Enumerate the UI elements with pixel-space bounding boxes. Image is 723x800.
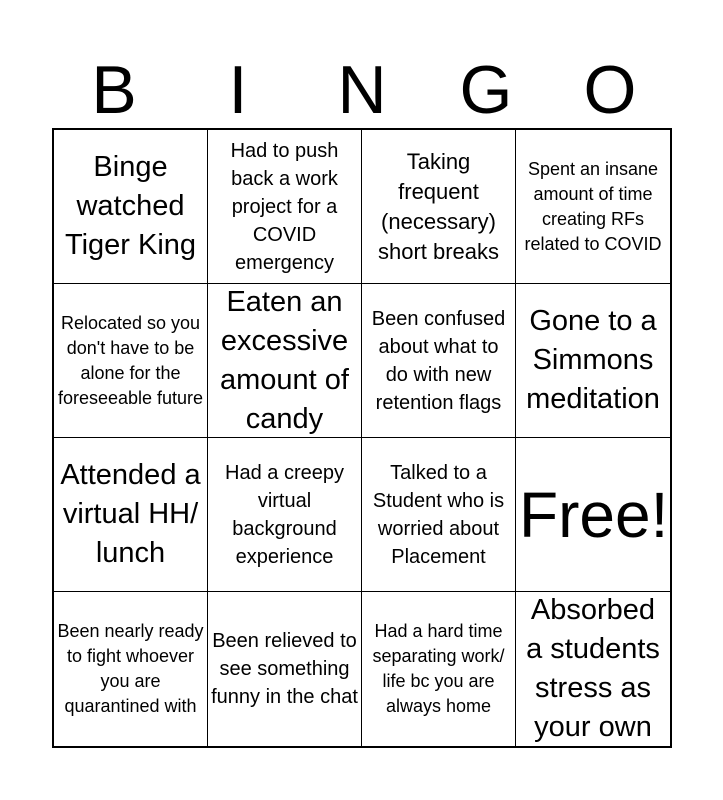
bingo-cell[interactable]	[54, 438, 208, 592]
bingo-cell-text: Had a hard time separating work/ life bc you are always home	[372, 621, 505, 716]
bingo-cell[interactable]	[516, 592, 670, 746]
bingo-cell-text: Talked to a Student who is worried about Placement	[372, 461, 505, 568]
bingo-cell-text: Gone to a Simmons meditation	[526, 305, 660, 415]
bingo-cell-text: Attended a virtual HH/ lunch	[60, 459, 201, 569]
bingo-cell[interactable]	[516, 284, 670, 438]
bingo-cell[interactable]	[362, 130, 516, 284]
bingo-free-space[interactable]	[516, 438, 670, 592]
bingo-cell[interactable]	[208, 284, 362, 438]
bingo-cell-text: Binge watched Tiger King	[64, 151, 197, 261]
header-letter-i: I	[228, 52, 248, 128]
free-space-text: Free!	[519, 478, 669, 551]
bingo-cell[interactable]	[516, 130, 670, 284]
bingo-card-grid	[52, 128, 672, 748]
header-letter-g: G	[459, 52, 513, 128]
header-letter-o: O	[583, 52, 637, 128]
bingo-cell-text: Relocated so you don't have to be alone for the foreseeable future	[57, 312, 204, 408]
bingo-cell[interactable]	[208, 130, 362, 284]
bingo-cell[interactable]	[54, 284, 208, 438]
bingo-cell[interactable]	[362, 438, 516, 592]
bingo-cell-text: Been relieved to see something funny in the chat	[211, 630, 358, 708]
bingo-cell-text: Been confused about what to do with new retention flags	[371, 307, 506, 414]
bingo-cell-text: Absorbed a students stress as your own	[526, 594, 660, 743]
bingo-cell-text: Spent an insane amount of time creating RFs related to COVID	[524, 158, 662, 254]
bingo-cell[interactable]	[208, 438, 362, 592]
bingo-cell[interactable]	[54, 592, 208, 746]
header-letter-b: B	[91, 52, 137, 128]
bingo-cell-text: Taking frequent (necessary) short breaks	[377, 148, 500, 264]
bingo-cell-text: Been nearly ready to fight whoever you are quarantined with	[57, 621, 204, 716]
bingo-cell[interactable]	[54, 130, 208, 284]
header-letter-n: N	[337, 52, 387, 128]
bingo-cell[interactable]	[362, 592, 516, 746]
bingo-cell-text: Had to push back a work project for a COVID emergency	[230, 139, 339, 274]
bingo-cell[interactable]	[208, 592, 362, 746]
bingo-cell[interactable]	[362, 284, 516, 438]
bingo-header	[52, 52, 672, 128]
bingo-cell-text: Had a creepy virtual background experience	[225, 461, 344, 568]
bingo-cell-text: Eaten an excessive amount of candy	[220, 285, 349, 435]
